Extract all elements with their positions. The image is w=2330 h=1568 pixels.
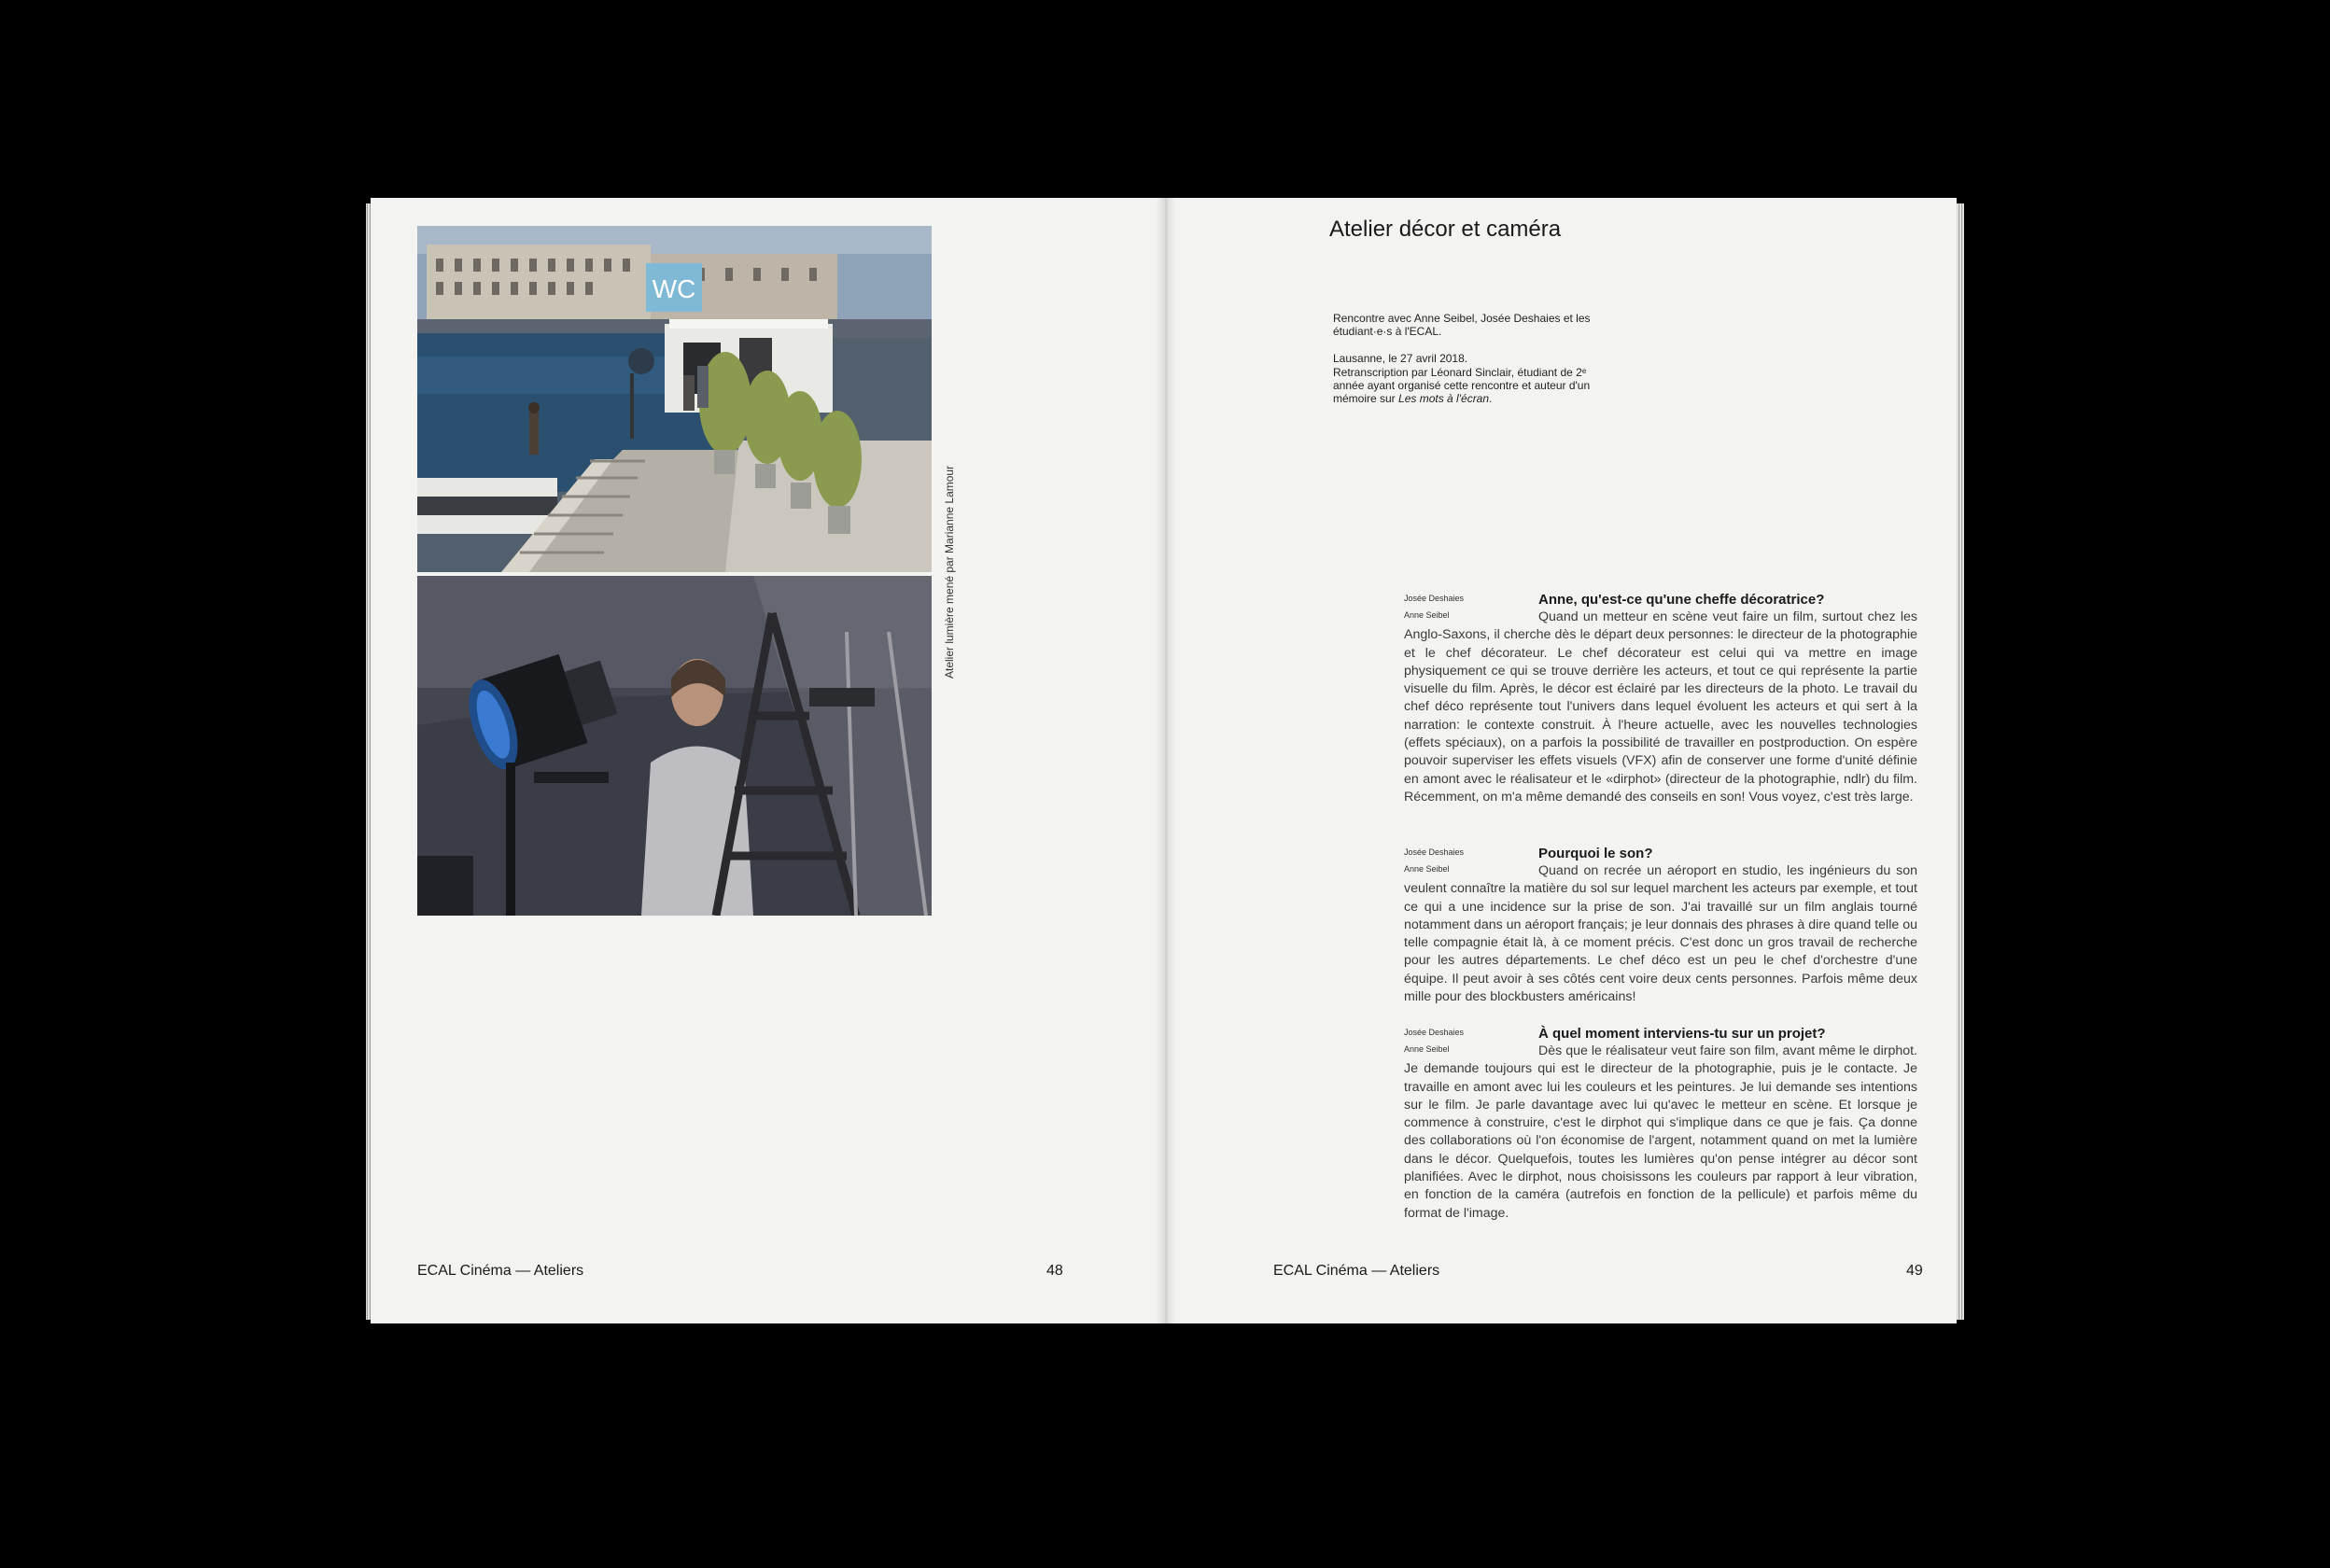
intro-transcription: [1333, 366, 1594, 405]
left-page-number: 48: [1046, 1263, 1063, 1279]
answer: Quand on recrée un aéroport en studio, les ingénieurs du son veulent connaître la matière du sol sur lequel marchent les acteurs par exemple, et tout ce qui a une incidence sur la prise de son. J'ai travaillé sur un film anglais tourné notamment dans un aéroport français; je leur donnais des phrases à dire quand telle ou telle compagnie était là, à ce moment précis. C'est donc un gros travail de recherche pour les autres départements. Le chef déco est un peu le chef d'orchestre d'une équipe. Il peut avoir à ses côtés cent voire deux cents personnes. Parfois même deux mille pour des blockbusters américains!: [1404, 863, 1917, 1005]
answer: Quand un metteur en scène veut faire un film, surtout chez les Anglo-Saxons, il cherche dès le départ deux personnes: le directeur de la photographie et le chef décorateur. Le chef décorateur est celui qui va mettre en image physiquement ce qui se trouve derrière les acteurs, et tout ce qui représente la partie visuelle du film. Après, le décor est éclairé par les directeurs de la photo. Le travail du chef déco représente tout l'univers dans lequel évoluent les acteurs et qui sert à la narration: le contexte construit. À l'heure actuelle, avec les nouvelles technologies (effets spéciaux), on a parfois la possibilité de travailler en postproduction. On espère pouvoir superviser les effets visuels (VFX) afin de conserver une forme d'unité définie en amont avec le réalisateur et le «dirphot» (directeur de la photographie, ndlr) du film. Récemment, on m'a même demandé des conseils en son! Vous voyez, c'est très large.: [1404, 609, 1917, 805]
question: À quel moment interviens-tu sur un projet?: [1538, 1026, 1826, 1042]
question: Pourquoi le son?: [1538, 846, 1653, 861]
studio-light-photo: [417, 576, 932, 916]
right-page-number: 49: [1906, 1263, 1923, 1279]
photo-caption-text: Atelier lumière mené par Marianne Lamour: [943, 465, 956, 679]
intro-participants: Rencontre avec Anne Seibel, Josée Deshaies et les étudiant·e·s à l'ECAL.: [1333, 312, 1591, 338]
interviewer-name: Josée Deshaies: [1404, 594, 1465, 603]
intro-transcription-text: Retranscription par Léonard Sinclair, étudiant de 2ᵉ année ayant organisé cette rencontre et auteur d'un mémoire sur: [1333, 366, 1591, 405]
respondent-name: Anne Seibel: [1404, 610, 1450, 620]
question: Anne, qu'est-ce qu'une cheffe décoratrice?: [1538, 592, 1825, 608]
book-gutter: [1156, 198, 1176, 1323]
left-running-footer: ECAL Cinéma — Ateliers: [417, 1263, 584, 1279]
wc-sign-text: WC: [652, 274, 696, 303]
intro-transcription-end: .: [1489, 392, 1493, 405]
interviewer-name: Josée Deshaies: [1404, 1028, 1465, 1037]
right-running-footer: ECAL Cinéma — Ateliers: [1273, 1263, 1440, 1279]
respondent-name: Anne Seibel: [1404, 1044, 1450, 1054]
photo-caption: [943, 465, 956, 688]
studio-light-photo-illustration: [417, 576, 932, 916]
respondent-name: Anne Seibel: [1404, 864, 1450, 874]
article-title: Atelier décor et caméra: [1329, 217, 1562, 242]
harbour-photo: [417, 226, 932, 572]
interviewer-name: Josée Deshaies: [1404, 847, 1465, 857]
intro-date: Lausanne, le 27 avril 2018.: [1333, 352, 1468, 365]
intro-work-title: Les mots à l'écran: [1398, 392, 1490, 405]
answer: Dès que le réalisateur veut faire son film, avant même le dirphot. Je demande toujours qui est le directeur de la photographie, puis je le contacte. Je travaille en amont avec lui les couleurs et les peintures. Je lui demande ses intentions sur le film. Je parle davantage avec lui qu'avec le metteur en scène. Et lorsque je commence à construire, c'est le dirphot qui s'implique dans ce que je fais. Ça donne des collaborations où l'on économise de l'argent, notamment quand on met la lumière dans le décor. Quelquefois, toutes les lumières qu'on pense intégrer au décor sont planifiées. Avec le dirphot, nous choisissons les couleurs par rapport à leur vibration, en fonction de la caméra (autrefois en fonction de la pellicule) et parfois même du format de l'image.: [1404, 1043, 1917, 1221]
harbour-photo-illustration: [417, 226, 932, 572]
